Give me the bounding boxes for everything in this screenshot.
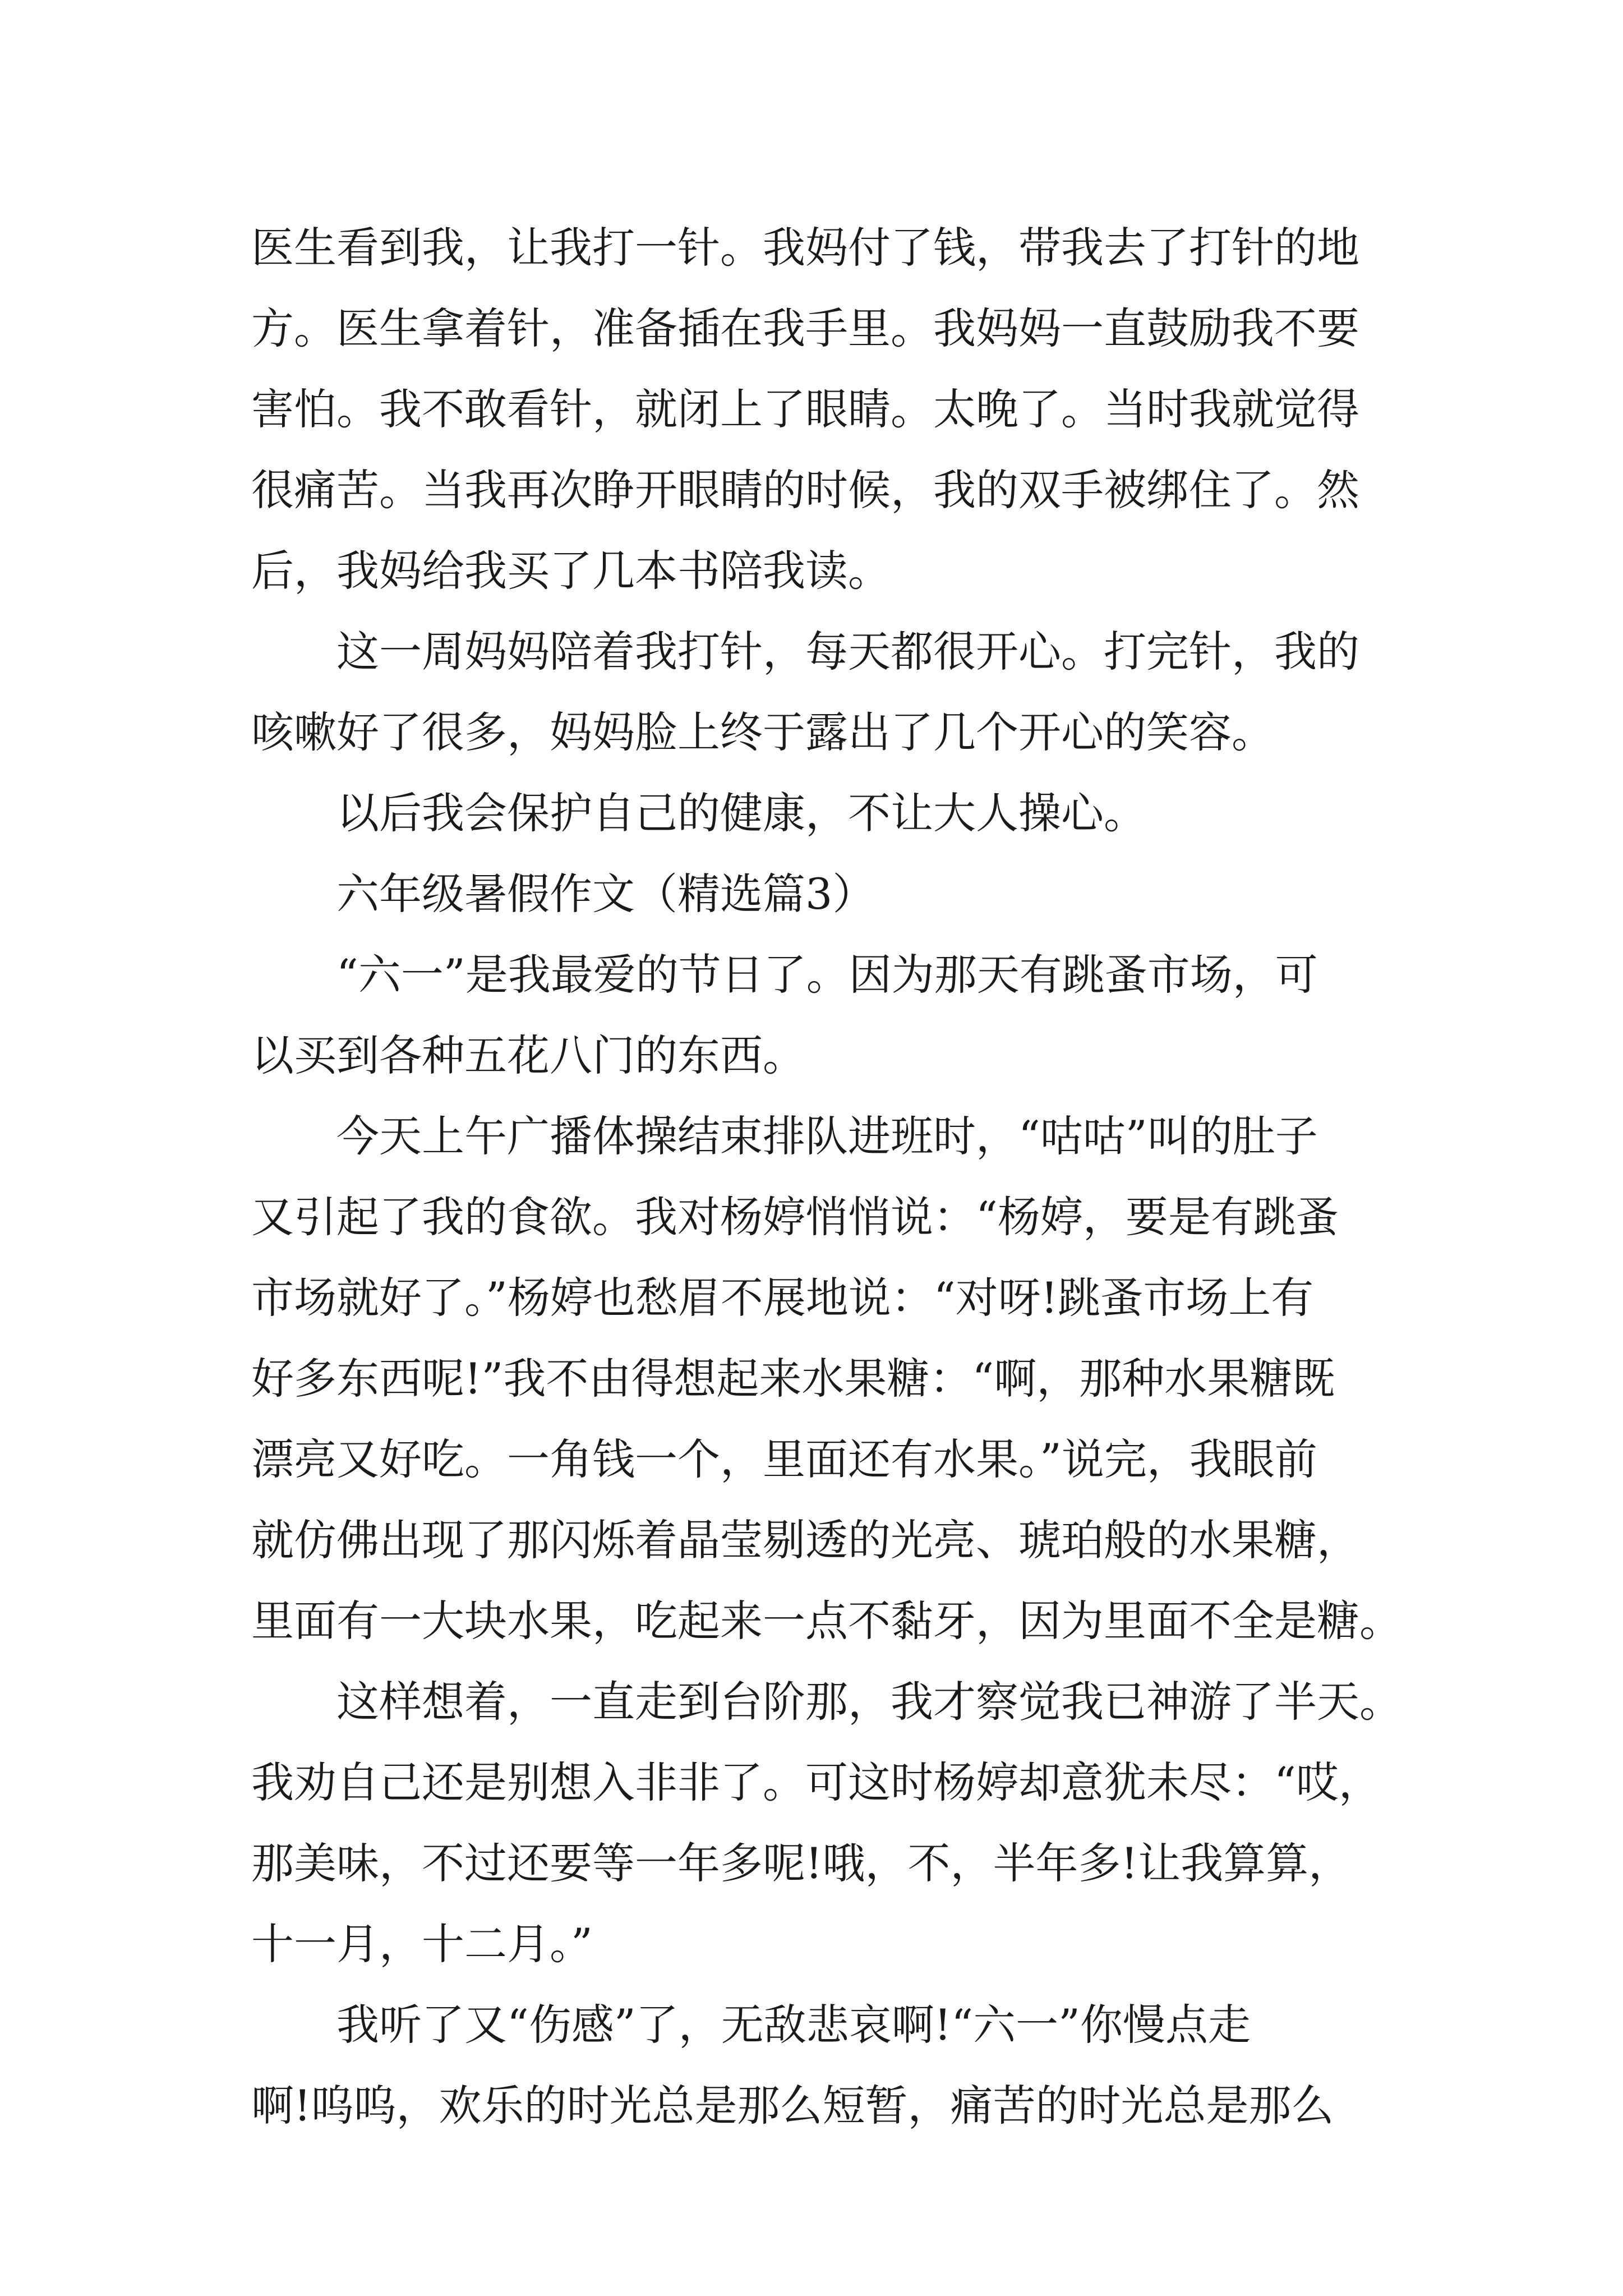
text-line: 我听了又“伤感”了，无敌悲哀啊!“六一”你慢点走 — [336, 2000, 1251, 2050]
text-line: 方。医生拿着针，准备插在我手里。我妈妈一直鼓励我不要 — [251, 303, 1359, 353]
text-line: 好多东西呢!”我不由得想起来水果糖：“啊，那种水果糖既 — [251, 1354, 1335, 1404]
text-line: 漂亮又好吃。一角钱一个，里面还有水果。”说完，我眼前 — [251, 1434, 1317, 1484]
text-line: 医生看到我，让我打一针。我妈付了钱，带我去了打针的地 — [251, 223, 1359, 273]
text-line: 又引起了我的食欲。我对杨婷悄悄说：“杨婷，要是有跳蚤 — [251, 1192, 1339, 1242]
text-line: 以买到各种五花八门的东西。 — [251, 1030, 805, 1080]
text-line: 那美味，不过还要等一年多呢!哦，不，半年多!让我算算， — [251, 1838, 1352, 1888]
text-line: 今天上午广播体操结束排队进班时，“咕咕”叫的肚子 — [336, 1111, 1318, 1161]
text-line: 咳嗽好了很多，妈妈脸上终于露出了几个开心的笑容。 — [251, 707, 1274, 757]
document-body — [251, 208, 1402, 2146]
text-line: 十一月，十二月。” — [251, 1919, 593, 1969]
text-line: 啊!呜呜，欢乐的时光总是那么短暂，痛苦的时光总是那么 — [251, 2081, 1334, 2131]
text-line: 以后我会保护自己的健康，不让大人操心。 — [336, 788, 1146, 838]
text-line: 这一周妈妈陪着我打针，每天都很开心。打完针，我的 — [336, 627, 1359, 677]
text-line: 后，我妈给我买了几本书陪我读。 — [251, 546, 891, 596]
text-line: 害怕。我不敢看针，就闭上了眼睛。太晚了。当时我就觉得 — [251, 384, 1359, 434]
text-line: 市场就好了。”杨婷也愁眉不展地说：“对呀!跳蚤市场上有 — [251, 1273, 1314, 1323]
text-line: 就仿佛出现了那闪烁着晶莹剔透的光亮、琥珀般的水果糖， — [251, 1515, 1359, 1565]
text-line: “六一”是我最爱的节日了。因为那天有跳蚤市场，可 — [336, 950, 1318, 1000]
section-heading: 六年级暑假作文（精选篇3） — [336, 869, 875, 919]
text-line: 我劝自己还是别想入非非了。可这时杨婷却意犹未尽：“哎， — [251, 1757, 1381, 1807]
text-line: 很痛苦。当我再次睁开眼睛的时候，我的双手被绑住了。然 — [251, 465, 1359, 515]
text-line: 这样想着，一直走到台阶那，我才察觉我已神游了半天。 — [336, 1677, 1402, 1727]
text-line: 里面有一大块水果，吃起来一点不黏牙，因为里面不全是糖。 — [251, 1596, 1402, 1646]
